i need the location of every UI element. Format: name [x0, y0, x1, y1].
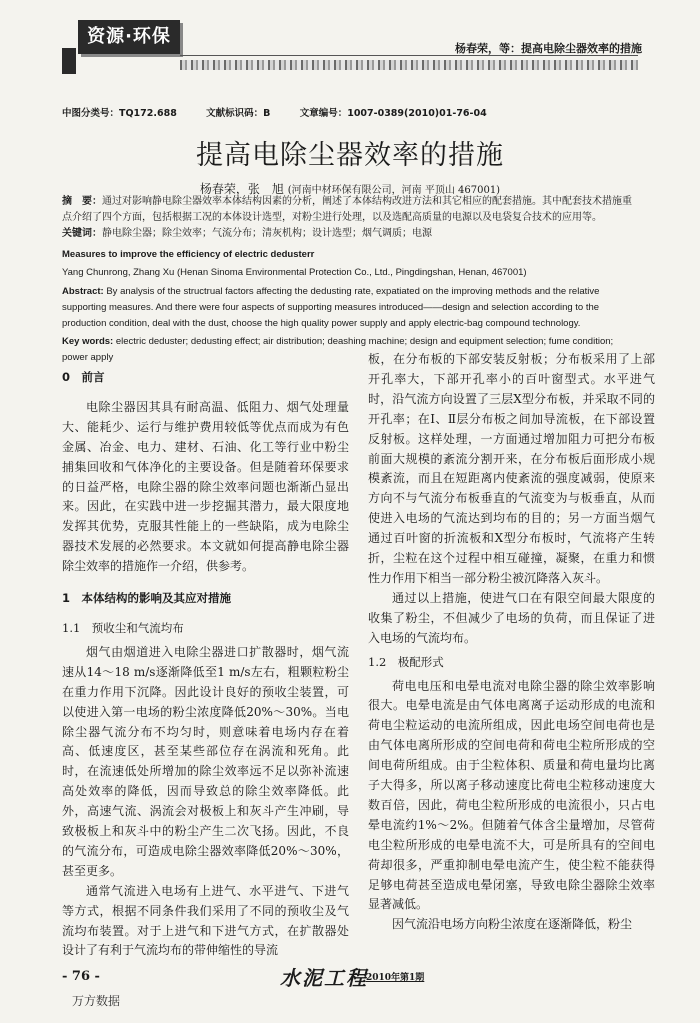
- body-left-column: [62, 356, 349, 961]
- english-authors-line: [62, 265, 640, 281]
- abstract-label: 摘 要：: [62, 196, 102, 207]
- running-head: 杨春荣，等：提高电除尘器效率的措施: [455, 42, 642, 55]
- article-id: 文章编号：1007-0389(2010)01-76-04: [299, 108, 487, 119]
- body-paragraph: 电除尘器因其具有耐高温、低阻力、烟气处理量大、能耗少、运行与维护费用较低等优点而成为有色金属、冶金、电力、建材、石油、化工等行业中粉尘捕集回收和气体净化的主要设备。但是随着环保要求的日益严格，电除尘器的除尘效率问题也渐渐凸显出来。因此，在实践中进一步挖掘其潜力，最大限度地发挥其优势，克服其性能上的一些缺陷，成为电除尘器技术发展的必然要求。本文就如何提高静电除尘器除尘效率的措施作一介绍，供参考。: [62, 399, 349, 574]
- body-paragraph: 烟气由烟道进入电除尘器进口扩散器时，烟气流速从14～18 m/s逐渐降低至1 m/s左右，粗颗粒粉尘在重力作用下沉降。因此设计良好的预收尘装置，可以使进入第一电场的粉尘浓度降低20%～30%。当电除尘器气流分布不均匀时，则意味着电场内存在着高、低速度区，甚至某些部位存在涡流和死角。此时，在流速低处所增加的除尘效率远不足以弥补流速高处效率的降低，因而导致总的除尘效率降低。此外，高速气流、涡流会对极板上和灰斗产生冲刷，导致极板上和灰斗中的粉尘产生二次飞扬。因此，不良的气流分布，可造成电除尘器效率降低20%～30%，甚至更多。: [62, 644, 349, 878]
- english-authors: Yang Chunrong, Zhang Xu: [62, 267, 175, 278]
- wanfang-watermark: 万方数据: [72, 994, 121, 1008]
- body-paragraph: 通过以上措施，使进气口在有限空间最大限度的收集了粉尘，不但减少了电场的负荷，而且保证了进入电场的气流均布。: [368, 590, 655, 645]
- keywords-cn: [62, 226, 640, 242]
- issue-label: 2010年第1期: [366, 973, 425, 983]
- authors: 杨春荣，张 旭: [199, 182, 284, 196]
- document-code: 文献标识码：B: [206, 108, 271, 119]
- keywords-label: 关键词：: [62, 228, 102, 239]
- header-block-decoration: [62, 48, 76, 74]
- page-number: - 76 -: [62, 969, 100, 984]
- english-block: [62, 247, 640, 366]
- abstract-cn: [62, 194, 640, 226]
- body-paragraph: 通常气流进入电场有上进气、水平进气、下进气等方式，根据不同条件我们采用了不同的预收尘及气流均布装置。对于上进气和下进气方式，在扩散器处设计了有利于气流均布的带伸缩性的导流: [62, 883, 349, 958]
- body-paragraph: 因气流沿电场方向粉尘浓度在逐渐降低，粉尘: [392, 917, 633, 932]
- journal-logo: 水泥工程: [280, 966, 368, 990]
- english-title: Measures to improve the efficiency of electric dedusterr: [62, 249, 315, 260]
- english-abstract-text: By analysis of the structrual factors affecting the dedusting rate, expatiated on the improving methods and the relative supporting measures. And there were four aspects of supporting measures introduced——design and selection according to the production condition, deal with the dust, choose the high quality power supply and apply electric-bag compound technology.: [62, 286, 600, 329]
- section-tab: 资源·环保: [78, 20, 180, 54]
- abstract-cn-block: [62, 194, 640, 242]
- body-right-column: [368, 350, 655, 935]
- section-heading: 0 前言: [62, 370, 105, 384]
- header-stripe-decoration: [180, 60, 638, 70]
- english-keywords-text: electric deduster; dedusting effect; air distribution; deashing machine; design and equipment selection; fume condition; power apply: [62, 336, 614, 363]
- body-paragraph: 板，在分布板的下部安装反射板；分布板采用了上部开孔率大，下部开孔率小的百叶窗型式。水平进气时，沿气流方向设置了三层X型分布板，并采取不同的开孔率；在Ⅰ、Ⅱ层分布板之间加导流板，在下部设置反射板。这样处理，一方面通过增加阻力可把分布板前面大规模的紊流分割开来，在分布板后面形成小规模紊流，而且在短距离内使紊流的强度减弱，使原来方向不与气流分布板垂直的气流变为与板垂直，从而使进入电场的气流达到均布的目的；另一方面当烟气通过百叶窗的折流板和X型分布板时，气流将产生转折，尘粒在这个过程中相互碰撞，凝聚，在重力和惯性力作用下相当一部分粉尘被沉降落入灰斗。: [368, 352, 655, 585]
- subsection-heading: 1.1 预收尘和气流均布: [62, 620, 184, 635]
- body-paragraph: 荷电电压和电晕电流对电除尘器的除尘效率影响很大。电晕电流是由气体电离离子运动形成的电流和荷电尘粒运动的电流所组成，因此电场空间电荷也是由气体电离所形成的空间电荷和荷电尘粒所形成的空间电荷所组成。由于尘粒体积、质量和荷电量均比离子大得多，所以离子移动速度比荷电尘粒移动速度大数百倍，因此，荷电尘粒所形成的电流很小，只占电晕电流约1%～2%。但随着气体含尘量增加，尽管荷电尘粒所形成的电晕电流不大，可是所具有的空间电荷却很多，严重抑制电晕电流产生，使尘粒不能获得足够电荷甚至造成电晕闭塞，导致电除尘器除尘效率显著减低。: [368, 678, 655, 912]
- english-keywords-label: Key words:: [62, 336, 114, 347]
- subsection-heading: 1.2 极配形式: [368, 654, 444, 669]
- english-abstract: [62, 284, 640, 332]
- keywords-text: 静电除尘器；除尘效率；气流分布；清灰机构；设计选型；烟气调质；电源: [102, 228, 432, 239]
- affiliation: (河南中材环保有限公司，河南 平顶山 467001): [287, 185, 501, 196]
- meta-line: [62, 105, 513, 119]
- english-affiliation: (Henan Sinoma Environmental Protection Co., Ltd., Pingdingshan, Henan, 467001): [176, 267, 527, 278]
- clc-number: 中图分类号：TQ172.688: [62, 108, 177, 119]
- section-heading: 1 本体结构的影响及其应对措施: [62, 591, 231, 606]
- english-abstract-label: Abstract:: [62, 286, 104, 297]
- abstract-text: 通过对影响静电除尘器效率本体结构因素的分析，阐述了本体结构改进方法和其它相应的配套措施。其中配套技术措施重点介绍了四个方面，包括根据工况的本体设计选型，对粉尘进行处理，以及选配高质量的电源以及电袋复合技术的应用等。: [62, 196, 632, 223]
- article-title: 提高电除尘器效率的措施: [196, 140, 504, 171]
